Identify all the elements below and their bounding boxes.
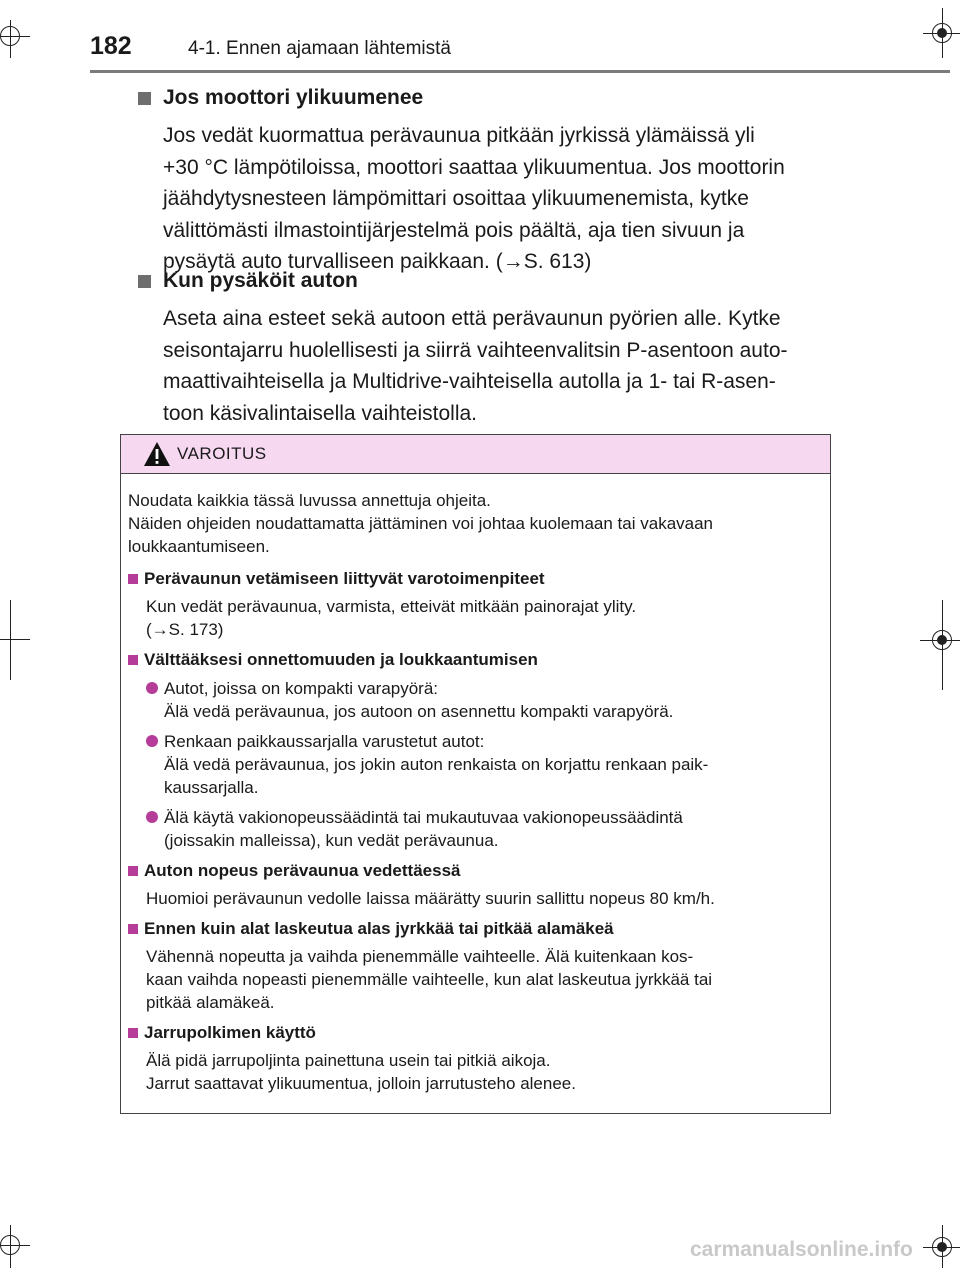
subheading-text: Perävaunun vetämiseen liittyvät varotoimenpiteet	[144, 569, 545, 588]
body-line: Renkaan paikkaussarjalla varustetut autot:	[164, 732, 485, 751]
body-line: Vähennä nopeutta ja vaihda pienemmälle vaihteelle. Älä kuitenkaan kos-	[146, 947, 694, 966]
warning-subheading	[128, 648, 822, 671]
subheading-text: Auton nopeus perävaunua vedettäessä	[144, 861, 461, 880]
warning-header	[121, 435, 830, 474]
square-bullet-icon	[138, 92, 151, 105]
watermark: carmanualsonline.info	[690, 1238, 913, 1261]
bullet-item	[146, 806, 822, 852]
section-body	[163, 303, 828, 429]
round-bullet-icon	[146, 735, 158, 747]
square-bullet-icon	[128, 924, 138, 934]
square-bullet-icon	[128, 655, 138, 665]
warning-intro	[128, 489, 822, 558]
section-title: Kun pysäköit auton	[163, 269, 358, 292]
body-line: Älä käytä vakionopeussäädintä tai mukautuvaa vakionopeussäädintä	[164, 808, 683, 827]
square-bullet-icon	[128, 574, 138, 584]
body-line: Autot, joissa on kompakti varapyörä:	[164, 679, 439, 698]
warning-subheading	[128, 567, 822, 590]
intro-line: loukkaantumiseen.	[128, 537, 270, 556]
crop-mark-top-right	[915, 0, 960, 60]
intro-line: Noudata kaikkia tässä luvussa annettuja ohjeita.	[128, 491, 491, 510]
body-line: Huomioi perävaunun vedolle laissa määrätty suurin sallittu nopeus 80 km/h.	[146, 889, 715, 908]
body-line: Älä vedä perävaunua, jos jokin auton renkaista on korjattu renkaan paik-	[164, 755, 709, 774]
warning-box	[120, 434, 831, 1114]
body-line: Aseta aina esteet sekä autoon että perävaunun pyörien alle. Kytke	[163, 307, 781, 330]
bullet-item	[146, 677, 822, 723]
header-rule	[90, 70, 950, 73]
subheading-text: Jarrupolkimen käyttö	[144, 1023, 316, 1042]
body-line: kaan vaihda nopeasti pienemmälle vaihteelle, kun alat laskeutua jyrkkää tai	[146, 970, 713, 989]
warning-subbody	[146, 595, 822, 641]
body-line: välittömästi ilmastointijärjestelmä pois päältä, aja tien sivuun ja	[163, 218, 745, 242]
warning-subbody	[146, 1049, 822, 1095]
square-bullet-icon	[128, 866, 138, 876]
warning-title: VAROITUS	[177, 444, 267, 463]
chapter-title: 4-1. Ennen ajamaan lähtemistä	[188, 38, 451, 59]
body-line: seisontajarru huolellisesti ja siirrä vaihteenvalitsin P-asentoon auto-	[163, 338, 788, 362]
body-line: maattivaihteisella ja Multidrive-vaihteisella autolla ja 1- tai R-asen-	[163, 370, 776, 393]
body-line: pitkää alamäkeä.	[146, 993, 275, 1012]
body-line: +30 °C lämpötiloissa, moottori saattaa ylikuumentua. Jos moottorin	[163, 155, 785, 179]
warning-subbody	[146, 887, 822, 910]
body-line: Jarrut saattavat ylikuumentua, jolloin jarrutusteho alenee.	[146, 1074, 576, 1093]
crop-mark-bottom-right	[915, 1225, 960, 1268]
crop-mark-mid-right	[915, 600, 960, 690]
section-title: Jos moottori ylikuumenee	[163, 86, 424, 109]
body-line: Kun vedät perävaunua, varmista, etteivät mitkään painorajat ylity.	[146, 597, 637, 616]
body-line: Älä pidä jarrupoljinta painettuna usein tai pitkiä aikoja.	[146, 1051, 551, 1070]
warning-subbody	[146, 945, 822, 1014]
body-line: Jos vedät kuormattua perävaunua pitkään jyrkissä ylämäissä yli	[163, 124, 755, 147]
round-bullet-icon	[146, 811, 158, 823]
warning-subheading	[128, 859, 822, 882]
crop-mark-mid-left	[0, 600, 40, 680]
page-number: 182	[90, 32, 132, 60]
warning-triangle-icon	[143, 441, 171, 467]
square-bullet-icon	[138, 275, 151, 288]
body-line: jäähdytysnesteen lämpömittari osoittaa ylikuumenemista, kytke	[163, 187, 749, 210]
section-overheating	[138, 83, 828, 278]
bullet-item	[146, 730, 822, 799]
warning-content	[121, 474, 830, 1095]
body-line: (→S. 173)	[146, 620, 224, 639]
warning-subheading	[128, 1021, 822, 1044]
section-parking	[138, 266, 828, 429]
body-line: pysäytä auto turvalliseen paikkaan. (→S. 613)	[163, 250, 592, 273]
section-body	[163, 120, 828, 278]
body-line: (joissakin malleissa), kun vedät perävaunua.	[164, 831, 499, 850]
warning-subheading	[128, 917, 822, 940]
crop-mark-top-left	[0, 0, 40, 60]
square-bullet-icon	[128, 1028, 138, 1038]
intro-line: Näiden ohjeiden noudattamatta jättäminen voi johtaa kuolemaan tai vakavaan	[128, 514, 714, 533]
body-line: Älä vedä perävaunua, jos autoon on asennettu kompakti varapyörä.	[164, 702, 674, 721]
body-line: kaussarjalla.	[164, 778, 259, 797]
subheading-text: Välttääksesi onnettomuuden ja loukkaantumisen	[144, 650, 538, 669]
crop-mark-bottom-left	[0, 1225, 40, 1268]
subheading-text: Ennen kuin alat laskeutua alas jyrkkää tai pitkää alamäkeä	[144, 919, 614, 938]
body-line: toon käsivalintaisella vaihteistolla.	[163, 401, 478, 425]
round-bullet-icon	[146, 682, 158, 694]
